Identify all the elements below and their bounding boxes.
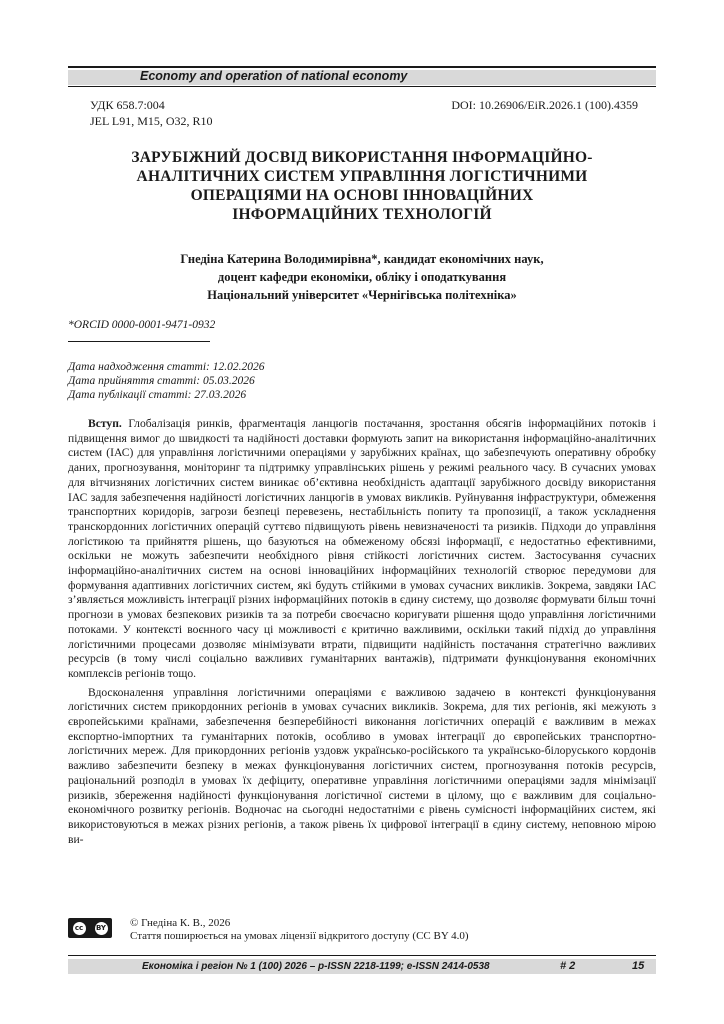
footnote-divider [68, 341, 210, 342]
doi: DOI: 10.26906/EiR.2026.1 (100).4359 [451, 98, 638, 112]
author-line: Національний університет «Чернігівська політехніка» [207, 288, 517, 302]
running-header: Economy and operation of national economy [140, 69, 408, 83]
intro-paragraph [68, 417, 656, 682]
title-line: ІНФОРМАЦІЙНИХ ТЕХНОЛОГІЙ [232, 206, 492, 223]
license-note: Стаття поширюється на умовах ліцензії відкритого доступу (CC BY 4.0) [130, 930, 469, 942]
intro-lead: Вступ. [88, 417, 122, 430]
article-title [82, 148, 642, 224]
body-paragraph: Вдосконалення управління логістичними операціями є важливою задачею в контексті функціонування логістичних систем прикордонних регіонів в умовах сучасних викликів. Зокрема, для тих регіонів, які межують з європейськими країнами, забезпечення безперебійності виконання логістичних операцій є важливим в межах експортно-імпортних та гуманітарних потоків, особливо в умовах інтеграції до європейських транспортно-логістичних мереж. Для прикордонних регіонів уздовж українсько-російського та українсько-білоруського кордонів важливо забезпечити безпеку в межах функціонування логістичних систем, прогнозування потоків ресурсів, раціональний розподіл в умовах їх дефіциту, оперативне управління логістичними операціями задля мінімізації ризиків, збереження надійності функціонування логістичної системи в цілому, що є важливим для соціально-економічного розвитку регіонів. Водночас на сьогодні недостатніми є рівень сумісності інформаційних систем, які використовуються в межах різних регіонів, а також рівень їх цифрової інтеграції в єдину систему, неповною мірою ви- [68, 685, 656, 846]
page-number: 15 [632, 960, 645, 972]
title-line: ОПЕРАЦІЯМИ НА ОСНОВІ ІННОВАЦІЙНИХ [190, 187, 534, 204]
orcid: *ORCID 0000-0001-9471-0932 [68, 319, 216, 331]
journal-info: Економіка і регіон № 1 (100) 2026 – p-ISSN 2218-1199; e-ISSN 2414-0538 [142, 961, 490, 972]
author-line: доцент кафедри економіки, обліку і оподаткування [217, 270, 507, 284]
title-line: ЗАРУБІЖНИЙ ДОСВІД ВИКОРИСТАННЯ ІНФОРМАЦІЙНО- [131, 149, 593, 166]
date-published: Дата публікації статті: 27.03.2026 [68, 389, 247, 401]
udc-code: УДК 658.7:004 [90, 98, 165, 112]
title-line: АНАЛІТИЧНИХ СИСТЕМ УПРАВЛІННЯ ЛОГІСТИЧНИМИ [136, 168, 588, 185]
copyright: © Гнедіна К. В., 2026 [130, 917, 231, 929]
date-received: Дата надходження статті: 12.02.2026 [68, 361, 265, 373]
header-bottom-rule [68, 86, 656, 87]
header-top-rule [68, 66, 656, 68]
author-line: Гнедіна Катерина Володимирівна*, кандидат економічних наук, [180, 252, 544, 266]
cc-by-license-icon: cc BY [68, 918, 112, 938]
date-accepted: Дата прийняття статті: 05.03.2026 [68, 375, 255, 387]
footer-top-rule [68, 955, 656, 956]
intro-text: Глобалізація ринків, фрагментація ланцюгів постачання, зростання обсягів інформаційних потоків і підвищення вимог до швидкості та надійності доставки формують запит на використання інформаційно-аналітичних систем (ІАС) для управління логістичними операціями у зарубіжних країнах, що забезпечують оперативну обробку даних, прогнозування, моніторинг та підтримку управлінських рішень у режимі реального часу. В сучасних умовах для вітчизняних логістичних систем виникає об’єктивна необхідність адаптації зарубіжного досвіду використання ІАС задля забезпечення надійності логістичних ланцюгів в умовах викликів. Руйнування інфраструктури, обмеження транспортних коридорів, загрози безпеці перевезень, нестабільність попиту та пропозиції, а також ускладнення транскордонних логістичних операцій суттєво підвищують рівень невизначеності та ризиків. Підходи до управління логістикою та прийняття рішень, що базуються на обмеженому обсязі інформації, є недостатньо ефективними, оскільки не можуть забезпечити необхідного рівня стійкості логістичних систем. Застосування сучасних інформаційно-аналітичних систем на основі інноваційних інформаційних технологій створює передумови для формування адаптивних логістичних систем, які будуть стійкими в умовах сучасних викликів. Зокрема, завдяки ІАС з’являється можливість інтеграції різних інформаційних потоків в єдину систему, що дозволяє формувати більш точні прогнози в умовах безпекових ризиків та за потреби своєчасно коригувати рішення щодо управління логістичними потоками. У контексті воєнного часу ці можливості є критично важливими, оскільки такий підхід до управління логістичними процесами дозволяє мінімізувати втрати, підвищити надійність постачання стратегічно важливих ресурсів (в тому числі соціально важливих гуманітарних вантажів), підтримати функціонування економічних комплексів регіонів тощо. [68, 417, 656, 680]
issue-number: # 2 [560, 960, 576, 972]
author-block [82, 250, 642, 304]
article-body [68, 417, 656, 847]
jel-codes: JEL L91, M15, O32, R10 [90, 114, 213, 128]
